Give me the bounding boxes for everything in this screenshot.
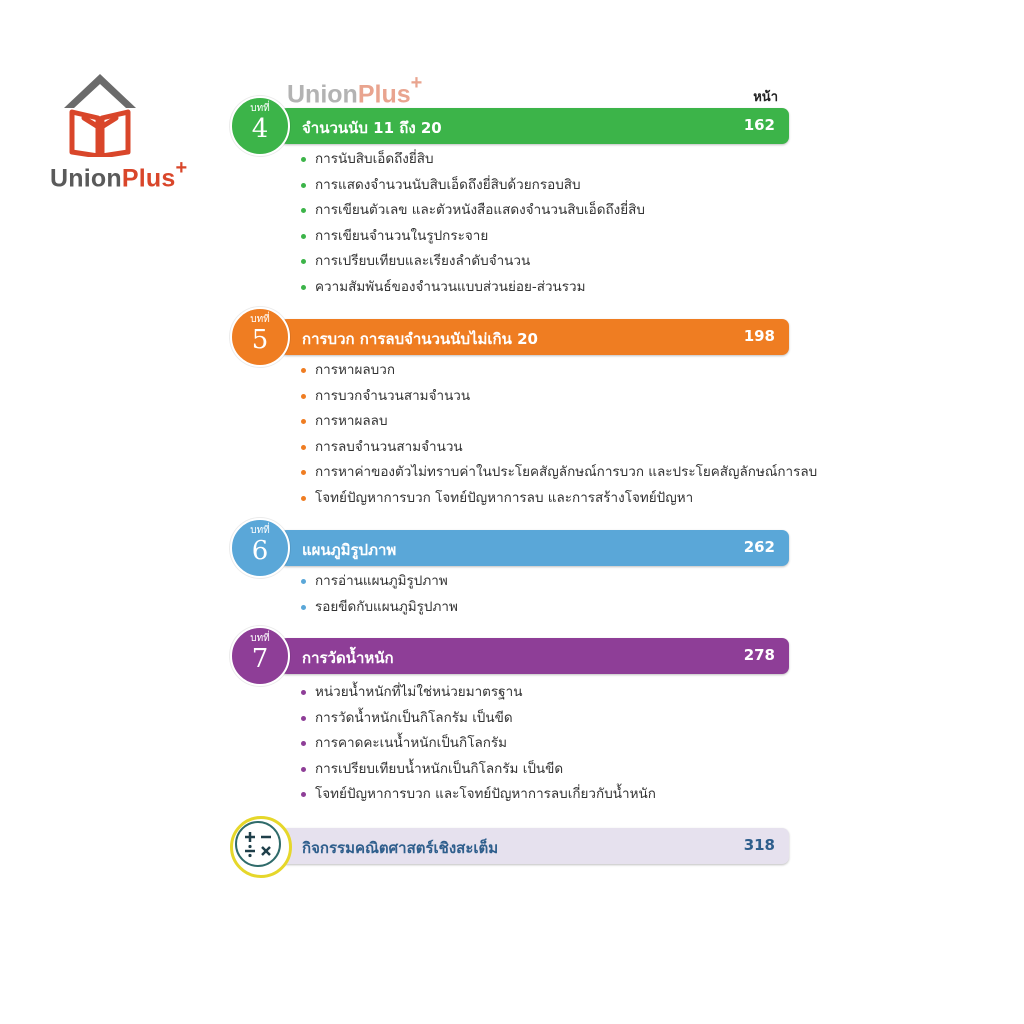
bullet-icon <box>301 470 306 475</box>
chapter-6-topics <box>301 569 458 620</box>
bullet-icon <box>301 394 306 399</box>
list-item[interactable]: การหาผลบวก <box>301 358 817 384</box>
bullet-icon <box>301 690 306 695</box>
activity-title: กิจกรรมคณิตศาสตร์เชิงสะเต็ม <box>302 839 499 857</box>
chapter-label: บทที่ <box>250 633 270 644</box>
page-column-heading: หน้า <box>753 90 778 105</box>
chapter-4-topics <box>301 147 645 301</box>
bullet-icon <box>301 716 306 721</box>
list-item[interactable]: โจทย์ปัญหาการบวก และโจทย์ปัญหาการลบเกี่ยวกับน้ำหนัก <box>301 782 656 808</box>
chapter-bar[interactable] <box>280 319 789 355</box>
bullet-icon <box>301 208 306 213</box>
chapter-bar[interactable] <box>280 638 789 674</box>
chapter-page: 162 <box>743 116 775 134</box>
bullet-icon <box>301 496 306 501</box>
bullet-icon <box>301 741 306 746</box>
activity-page: 318 <box>743 836 775 854</box>
chapter-number: 6 <box>251 536 269 566</box>
bullet-icon <box>301 579 306 584</box>
list-item[interactable]: การหาผลลบ <box>301 409 817 435</box>
list-item[interactable]: โจทย์ปัญหาการบวก โจทย์ปัญหาการลบ และการสร้างโจทย์ปัญหา <box>301 486 817 512</box>
chapter-title: การวัดน้ำหนัก <box>302 649 394 667</box>
chapter-bar[interactable] <box>280 108 789 144</box>
list-item[interactable]: การคาดคะเนน้ำหนักเป็นกิโลกรัม <box>301 731 656 757</box>
header-logo: UnionPlus+ <box>287 72 423 109</box>
brand-wordmark: UnionPlus+ <box>50 157 188 193</box>
list-item[interactable]: การบวกจำนวนสามจำนวน <box>301 384 817 410</box>
bullet-icon <box>301 605 306 610</box>
list-item[interactable]: การเปรียบเทียบน้ำหนักเป็นกิโลกรัม เป็นขีด <box>301 757 656 783</box>
chapter-badge <box>230 96 290 156</box>
list-item[interactable]: รอยขีดกับแผนภูมิรูปภาพ <box>301 595 458 621</box>
chapter-label: บทที่ <box>250 103 270 114</box>
chapter-page: 198 <box>743 327 775 345</box>
list-item[interactable]: การวัดน้ำหนักเป็นกิโลกรัม เป็นขีด <box>301 706 656 732</box>
bullet-icon <box>301 259 306 264</box>
chapter-bar[interactable] <box>280 530 789 566</box>
bullet-icon <box>301 234 306 239</box>
chapter-page: 262 <box>743 538 775 556</box>
chapter-page: 278 <box>743 646 775 664</box>
list-item[interactable]: การนับสิบเอ็ดถึงยี่สิบ <box>301 147 645 173</box>
bullet-icon <box>301 285 306 290</box>
list-item[interactable]: การหาค่าของตัวไม่ทราบค่าในประโยคสัญลักษณ์การบวก และประโยคสัญลักษณ์การลบ <box>301 460 817 486</box>
list-item[interactable]: การเปรียบเทียบและเรียงลำดับจำนวน <box>301 249 645 275</box>
chapter-number: 5 <box>251 325 269 355</box>
bullet-icon <box>301 419 306 424</box>
chapter-title: จำนวนนับ 11 ถึง 20 <box>302 119 442 137</box>
chapter-title: การบวก การลบจำนวนนับไม่เกิน 20 <box>302 330 538 348</box>
chapter-label: บทที่ <box>250 525 270 536</box>
chapter-label: บทที่ <box>250 314 270 325</box>
chapter-title: แผนภูมิรูปภาพ <box>302 541 397 559</box>
bullet-icon <box>301 445 306 450</box>
list-item[interactable]: การแสดงจำนวนนับสิบเอ็ดถึงยี่สิบด้วยกรอบสิบ <box>301 173 645 199</box>
chapter-number: 4 <box>251 114 269 144</box>
list-item[interactable]: การอ่านแผนภูมิรูปภาพ <box>301 569 458 595</box>
math-operations-icon <box>233 819 283 869</box>
bullet-icon <box>301 157 306 162</box>
list-item[interactable]: ความสัมพันธ์ของจำนวนแบบส่วนย่อย-ส่วนรวม <box>301 275 645 301</box>
bullet-icon <box>301 368 306 373</box>
activity-badge <box>230 816 292 878</box>
book-house-icon <box>60 72 140 157</box>
chapter-7-topics <box>301 680 656 808</box>
list-item[interactable]: การเขียนตัวเลข และตัวหนังสือแสดงจำนวนสิบเอ็ดถึงยี่สิบ <box>301 198 645 224</box>
list-item[interactable]: การลบจำนวนสามจำนวน <box>301 435 817 461</box>
list-item[interactable]: หน่วยน้ำหนักที่ไม่ใช่หน่วยมาตรฐาน <box>301 680 656 706</box>
chapter-badge <box>230 518 290 578</box>
chapter-5-topics <box>301 358 817 512</box>
list-item[interactable]: การเขียนจำนวนในรูปกระจาย <box>301 224 645 250</box>
activity-section[interactable] <box>230 816 790 876</box>
brand-logo <box>50 72 188 193</box>
chapter-7[interactable] <box>230 626 790 686</box>
bullet-icon <box>301 767 306 772</box>
activity-bar[interactable] <box>280 828 789 864</box>
bullet-icon <box>301 792 306 797</box>
bullet-icon <box>301 183 306 188</box>
chapter-badge <box>230 626 290 686</box>
chapter-badge <box>230 307 290 367</box>
chapter-number: 7 <box>251 644 269 674</box>
